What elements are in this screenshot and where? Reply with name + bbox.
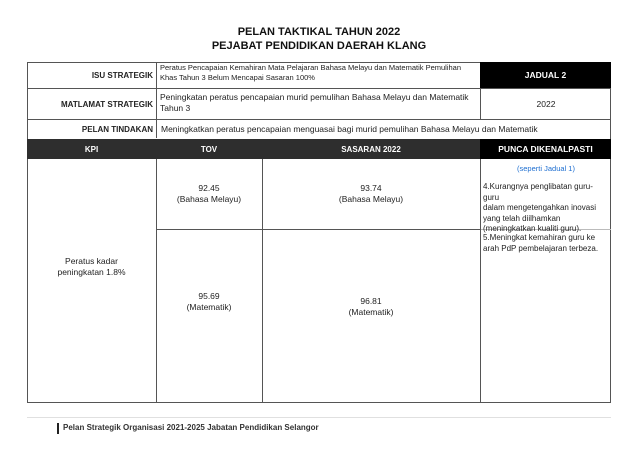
kpi-line-2: peningkatan 1.8% <box>57 267 126 277</box>
punca-item-4 <box>483 182 611 235</box>
punca-4-line-4: (meningkatkan kualiti guru). <box>483 224 582 233</box>
isu-strategik-label: ISU STRATEGIK <box>91 70 153 80</box>
tov-bm <box>156 183 262 205</box>
punca-note: (seperti Jadual 1) <box>517 164 575 173</box>
label-divider <box>156 62 157 119</box>
punca-4-line-3: yang telah diilhamkan <box>483 213 561 223</box>
subject-divider <box>156 229 481 230</box>
footer-text: Pelan Strategik Organisasi 2021-2025 Jabatan Pendidikan Selangor <box>63 423 319 432</box>
col-header-kpi: KPI <box>27 139 156 159</box>
page-subtitle: PEJABAT PENDIDIKAN DAERAH KLANG <box>211 40 427 52</box>
punca-5-line-1: 5.Meningkat kemahiran guru ke <box>483 233 596 242</box>
sasaran-mt-subject: (Matematik) <box>348 307 394 317</box>
col-divider <box>480 159 481 403</box>
sasaran-bm-subject: (Bahasa Melayu) <box>338 194 404 204</box>
tov-bm-subject: (Bahasa Melayu) <box>176 194 242 204</box>
col-header-sasaran: SASARAN 2022 <box>262 139 480 159</box>
footer-bar <box>57 423 59 434</box>
isu-line-2: Khas Tahun 3 Belum Mencapai Sasaran 100% <box>160 73 315 82</box>
kpi-text <box>27 256 156 278</box>
pelan-tindakan-label: PELAN TINDAKAN <box>81 124 153 134</box>
col-header-punca: PUNCA DIKENALPASTI <box>480 139 611 159</box>
matlamat-line-2: Tahun 3 <box>160 103 191 113</box>
tov-mt-subject: (Matematik) <box>186 302 232 312</box>
jadual-year: 2022 <box>536 99 556 109</box>
punca-4-line-1: 4.Kurangnya penglibatan guru- guru <box>483 182 593 202</box>
pelan-tindakan-text: Meningkatkan peratus pencapaian menguasai bagi murid pemulihan Bahasa Melayu dan Matematik <box>161 123 538 134</box>
jadual-badge: JADUAL 2 <box>480 62 611 88</box>
punca-4-line-2: dalam mengetengahkan inovasi <box>483 203 596 212</box>
sasaran-mt <box>262 296 480 318</box>
matlamat-strategik-text <box>160 92 480 117</box>
col-header-tov: TOV <box>156 139 262 159</box>
tov-mt <box>156 291 262 313</box>
isu-line-1: Peratus Pencapaian Kemahiran Mata Pelajaran Bahasa Melayu dan Matematik Pemulihan <box>160 63 462 72</box>
punca-5-line-2: arah PdP pembelajaran terbeza. <box>483 243 599 253</box>
isu-strategik-text <box>160 63 480 88</box>
punca-item-5 <box>483 233 611 254</box>
footer-rule <box>27 417 611 418</box>
sasaran-bm-value: 93.74 <box>360 183 382 193</box>
tov-mt-value: 95.69 <box>198 291 220 301</box>
sasaran-mt-value: 96.81 <box>360 296 382 306</box>
kpi-line-1: Peratus kadar <box>65 256 118 266</box>
sasaran-bm <box>262 183 480 205</box>
tov-bm-value: 92.45 <box>198 183 220 193</box>
matlamat-line-1: Peningkatan peratus pencapaian murid pemulihan Bahasa Melayu dan Matematik <box>160 92 469 102</box>
matlamat-strategik-label: MATLAMAT STRATEGIK <box>61 99 153 109</box>
page-title: PELAN TAKTIKAL TAHUN 2022 <box>237 26 401 38</box>
